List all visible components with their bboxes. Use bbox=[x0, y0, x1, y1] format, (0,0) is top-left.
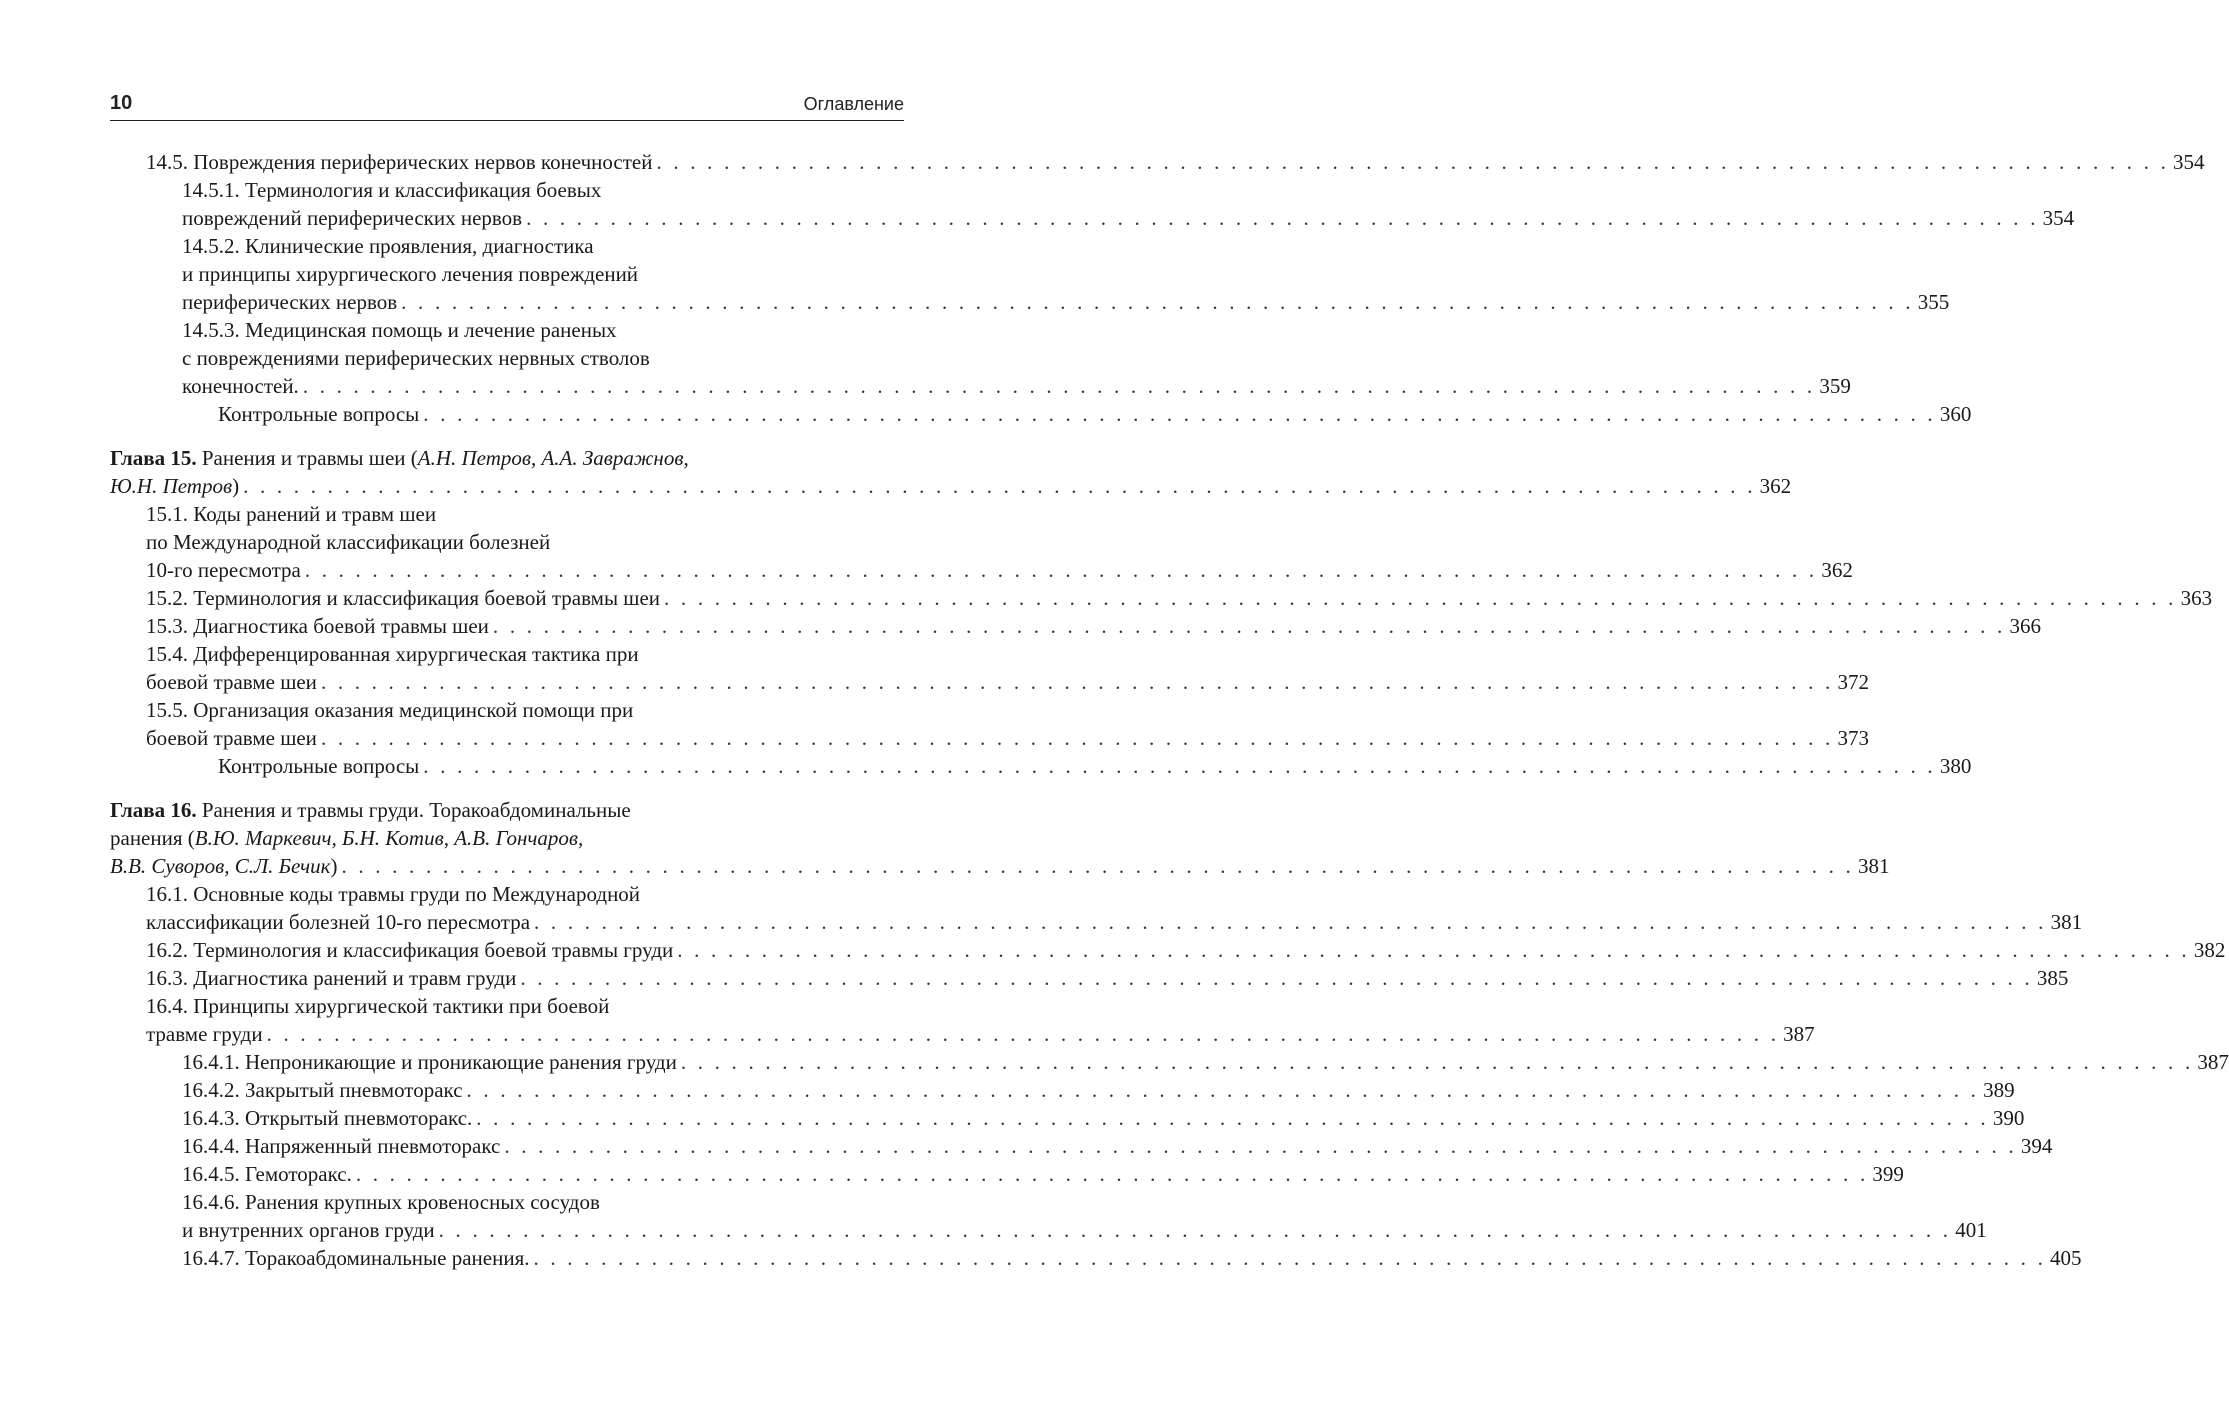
toc-entry-title: 16.4.7. Торакоабдоминальные ранения. bbox=[182, 1246, 530, 1270]
toc-page-number: 372 bbox=[1837, 670, 1869, 694]
leader-dots: . . . . . . . . . . . . . . . . . . . . . . . . . . . . . . . . . . . . . . . . . . . . . . . . . . . . . . . . . . . . . . . . . . . . . . . . . . . . . . . . . . . . . . . . . . bbox=[423, 402, 1936, 426]
leader-dots: . . . . . . . . . . . . . . . . . . . . . . . . . . . . . . . . . . . . . . . . . . . . . . . . . . . . . . . . . . . . . . . . . . . . . . . . . . . . . . . . . . . . . . . . . . bbox=[302, 374, 1816, 398]
toc-entry-title: ранения ( bbox=[110, 826, 195, 850]
toc-entry-title: по Международной классификации болезней bbox=[146, 530, 551, 554]
toc-page-number: 387 bbox=[1783, 1022, 1815, 1046]
chapter-authors: В.В. Суворов, С.Л. Бечик bbox=[110, 854, 331, 878]
leader-dots: . . . . . . . . . . . . . . . . . . . . . . . . . . . . . . . . . . . . . . . . . . . . . . . . . . . . . . . . . . . . . . . . . . . . . . . . . . . . . . . . . . . . . . . . . . bbox=[520, 966, 2033, 990]
leader-dots: . . . . . . . . . . . . . . . . . . . . . . . . . . . . . . . . . . . . . . . . . . . . . . . . . . . . . . . . . . . . . . . . . . . . . . . . . . . . . . . . . . . . . . . . . . bbox=[677, 938, 2190, 962]
toc-entry[interactable] bbox=[110, 696, 1869, 752]
toc-entry[interactable] bbox=[110, 992, 1815, 1048]
toc-page-number: 381 bbox=[1858, 854, 1890, 878]
leader-dots: . . . . . . . . . . . . . . . . . . . . . . . . . . . . . . . . . . . . . . . . . . . . . . . . . . . . . . . . . . . . . . . . . . . . . . . . . . . . . . . . . . . . . . . . . . bbox=[266, 1022, 1780, 1046]
leader-dots: . . . . . . . . . . . . . . . . . . . . . . . . . . . . . . . . . . . . . . . . . . . . . . . . . . . . . . . . . . . . . . . . . . . . . . . . . . . . . . . . . . . . . . . . . . bbox=[355, 1162, 1869, 1186]
toc-entry[interactable] bbox=[110, 752, 1972, 780]
toc-page-number: 401 bbox=[1955, 1218, 1987, 1242]
running-header bbox=[110, 92, 904, 121]
toc-entry[interactable] bbox=[110, 148, 2205, 176]
toc-entry-title: 16.4.6. Ранения крупных кровеносных сосудов bbox=[182, 1190, 600, 1214]
toc-entry-title: Контрольные вопросы bbox=[218, 402, 420, 426]
toc-entry-title: 16.4.2. Закрытый пневмоторакс bbox=[182, 1078, 463, 1102]
leader-dots: . . . . . . . . . . . . . . . . . . . . . . . . . . . . . . . . . . . . . . . . . . . . . . . . . . . . . . . . . . . . . . . . . . . . . . . . . . . . . . . . . . . . . . . . . . bbox=[534, 910, 2047, 934]
toc-entry-title: 14.5. Повреждения периферических нервов конечностей bbox=[146, 150, 653, 174]
toc-entry-title: 16.4.4. Напряженный пневмоторакс bbox=[182, 1134, 501, 1158]
chapter-authors: В.Ю. Маркевич, Б.Н. Котив, А.В. Гончаров, bbox=[194, 826, 584, 850]
toc-entry-title: 14.5.2. Клинические проявления, диагностика bbox=[182, 234, 594, 258]
leader-dots: . . . . . . . . . . . . . . . . . . . . . . . . . . . . . . . . . . . . . . . . . . . . . . . . . . . . . . . . . . . . . . . . . . . . . . . . . . . . . . . . . . . . . . . . . . bbox=[466, 1078, 1980, 1102]
toc-entry-title: Контрольные вопросы bbox=[218, 754, 420, 778]
leader-dots: . . . . . . . . . . . . . . . . . . . . . . . . . . . . . . . . . . . . . . . . . . . . . . . . . . . . . . . . . . . . . . . . . . . . . . . . . . . . . . . . . . . . . . . . . . bbox=[504, 1134, 2017, 1158]
toc-entry[interactable] bbox=[110, 880, 2083, 936]
toc-entry-title: 15.4. Дифференцированная хирургическая тактика при bbox=[146, 642, 639, 666]
chapter-label: Глава 16. bbox=[110, 798, 197, 822]
toc-entry-title: 16.4. Принципы хирургической тактики при боевой bbox=[146, 994, 610, 1018]
toc-entry-title: конечностей. bbox=[182, 374, 299, 398]
toc-entry-title: и принципы хирургического лечения повреждений bbox=[182, 262, 639, 286]
toc-page-number: 359 bbox=[1819, 374, 1851, 398]
toc-entry-title: боевой травме шеи bbox=[146, 726, 317, 750]
section-title: Оглавление bbox=[803, 94, 904, 114]
toc-page-number: 390 bbox=[1992, 1106, 2025, 1130]
toc-entry-title: боевой травме шеи bbox=[146, 670, 317, 694]
toc-entry-title: Ранения и травмы груди. Торакоабдоминальные bbox=[196, 798, 631, 822]
toc-entry-title: 15.5. Организация оказания медицинской помощи при bbox=[146, 698, 634, 722]
toc-page-number: 362 bbox=[1821, 558, 1853, 582]
toc-page-number: 385 bbox=[2036, 966, 2069, 990]
toc-entry-title: 15.1. Коды ранений и травм шеи bbox=[146, 502, 437, 526]
leader-dots: . . . . . . . . . . . . . . . . . . . . . . . . . . . . . . . . . . . . . . . . . . . . . . . . . . . . . . . . . . . . . . . . . . . . . . . . . . . . . . . . . . . . . . . . . . bbox=[401, 290, 1914, 314]
leader-dots: . . . . . . . . . . . . . . . . . . . . . . . . . . . . . . . . . . . . . . . . . . . . . . . . . . . . . . . . . . . . . . . . . . . . . . . . . . . . . . . . . . . . . . . . . . bbox=[341, 854, 1855, 878]
leader-dots: . . . . . . . . . . . . . . . . . . . . . . . . . . . . . . . . . . . . . . . . . . . . . . . . . . . . . . . . . . . . . . . . . . . . . . . . . . . . . . . . . . . . . . . . . . bbox=[320, 670, 1834, 694]
toc-page-number: 389 bbox=[1983, 1078, 2015, 1102]
leader-dots: . . . . . . . . . . . . . . . . . . . . . . . . . . . . . . . . . . . . . . . . . . . . . . . . . . . . . . . . . . . . . . . . . . . . . . . . . . . . . . . . . . . . . . . . . . bbox=[533, 1246, 2047, 1270]
page-number: 10 bbox=[110, 92, 133, 114]
toc-page-number: 354 bbox=[2173, 150, 2205, 174]
toc-entry-title: 16.3. Диагностика ранений и травм груди bbox=[146, 966, 517, 990]
toc-entry-title: 15.2. Терминология и классификация боевой травмы шеи bbox=[146, 586, 661, 610]
toc-entry[interactable] bbox=[110, 1188, 1987, 1244]
toc-entry[interactable] bbox=[110, 1048, 2229, 1076]
toc-entry[interactable] bbox=[110, 176, 2075, 232]
toc-page-number: 355 bbox=[1917, 290, 1950, 314]
toc-page-number: 381 bbox=[2050, 910, 2083, 934]
chapter-authors: Ю.Н. Петров bbox=[110, 474, 233, 498]
toc-chapter-entry[interactable]: Глава 16. Ранения и травмы груди. Торакоабдоминальные ранения (В.Ю. Маркевич, Б.Н. Котив, А.В. Гончаров, В.В. Суворов, С.Л. Бечик) . . . . . . . . . . . . . . . . . . . . . . . . . . . . . . . . . . . . . . . . . . . . . . . . . . . . . . . . . . . . . . . . . . . . . . . . . . . . . . . . . . . . . . . . . . 381 bbox=[110, 798, 1890, 878]
toc-page-number: 373 bbox=[1837, 726, 1869, 750]
leader-dots: . . . . . . . . . . . . . . . . . . . . . . . . . . . . . . . . . . . . . . . . . . . . . . . . . . . . . . . . . . . . . . . . . . . . . . . . . . . . . . . . . . . . . . . . . . bbox=[526, 206, 2039, 230]
toc-page-number: 382 bbox=[2193, 938, 2226, 962]
toc-entry-title: повреждений периферических нервов bbox=[182, 206, 523, 230]
toc-page-number: 362 bbox=[1759, 474, 1792, 498]
leader-dots: . . . . . . . . . . . . . . . . . . . . . . . . . . . . . . . . . . . . . . . . . . . . . . . . . . . . . . . . . . . . . . . . . . . . . . . . . . . . . . . . . . . . . . . . . . bbox=[656, 150, 2170, 174]
toc-entry-title: 16.2. Терминология и классификация боевой травмы груди bbox=[146, 938, 674, 962]
toc-page-number: 363 bbox=[2180, 586, 2213, 610]
leader-dots: . . . . . . . . . . . . . . . . . . . . . . . . . . . . . . . . . . . . . . . . . . . . . . . . . . . . . . . . . . . . . . . . . . . . . . . . . . . . . . . . . . . . . . . . . . bbox=[664, 586, 2177, 610]
toc-entry-title: классификации болезней 10-го пересмотра bbox=[146, 910, 531, 934]
toc-entry-title: 14.5.1. Терминология и классификация боевых bbox=[182, 178, 602, 202]
toc-entry-title: 10-го пересмотра bbox=[146, 558, 301, 582]
toc-entry[interactable] bbox=[110, 1076, 2015, 1104]
toc-chapter-entry[interactable]: Глава 15. Ранения и травмы шеи (А.Н. Петров, А.А. Завражнов, Ю.Н. Петров) . . . . . . . . . . . . . . . . . . . . . . . . . . . . . . . . . . . . . . . . . . . . . . . . . . . . . . . . . . . . . . . . . . . . . . . . . . . . . . . . . . . . . . . . . . 362 bbox=[110, 446, 1792, 498]
toc-entry[interactable] bbox=[110, 1160, 1904, 1188]
leader-dots: . . . . . . . . . . . . . . . . . . . . . . . . . . . . . . . . . . . . . . . . . . . . . . . . . . . . . . . . . . . . . . . . . . . . . . . . . . . . . . . . . . . . . . . . . . bbox=[438, 1218, 1952, 1242]
chapter-label: Глава 15. bbox=[110, 446, 197, 470]
toc-entry[interactable] bbox=[110, 584, 2213, 612]
chapter-spacer bbox=[110, 780, 904, 796]
leader-dots: . . . . . . . . . . . . . . . . . . . . . . . . . . . . . . . . . . . . . . . . . . . . . . . . . . . . . . . . . . . . . . . . . . . . . . . . . . . . . . . . . . . . . . . . . . bbox=[476, 1106, 1989, 1130]
toc-entry-title: травме груди bbox=[146, 1022, 263, 1046]
leader-dots: . . . . . . . . . . . . . . . . . . . . . . . . . . . . . . . . . . . . . . . . . . . . . . . . . . . . . . . . . . . . . . . . . . . . . . . . . . . . . . . . . . . . . . . . . . bbox=[243, 474, 1756, 498]
toc-entry[interactable] bbox=[110, 640, 1869, 696]
toc-entry[interactable] bbox=[110, 1244, 2082, 1272]
chapter-spacer bbox=[110, 428, 904, 444]
toc-entry-title: Ранения и травмы шеи ( bbox=[196, 446, 418, 470]
toc-page-number: 387 bbox=[2197, 1050, 2229, 1074]
toc-entry[interactable] bbox=[110, 232, 1950, 316]
toc-entry-title: 15.3. Диагностика боевой травмы шеи bbox=[146, 614, 489, 638]
toc-page-number: 399 bbox=[1872, 1162, 1904, 1186]
leader-dots: . . . . . . . . . . . . . . . . . . . . . . . . . . . . . . . . . . . . . . . . . . . . . . . . . . . . . . . . . . . . . . . . . . . . . . . . . . . . . . . . . . . . . . . . . . bbox=[304, 558, 1818, 582]
toc-entry[interactable] bbox=[110, 936, 2226, 964]
chapter-authors: А.Н. Петров, А.А. Завражнов, bbox=[417, 446, 689, 470]
toc-entry[interactable] bbox=[110, 964, 2069, 992]
toc-page-number: 394 bbox=[2020, 1134, 2053, 1158]
toc-entry-title: и внутренних органов груди bbox=[182, 1218, 435, 1242]
leader-dots: . . . . . . . . . . . . . . . . . . . . . . . . . . . . . . . . . . . . . . . . . . . . . . . . . . . . . . . . . . . . . . . . . . . . . . . . . . . . . . . . . . . . . . . . . . bbox=[680, 1050, 2194, 1074]
toc-entry[interactable] bbox=[110, 1104, 2025, 1132]
toc-page-number: 380 bbox=[1939, 754, 1972, 778]
toc-entry-title: 16.4.5. Гемоторакс. bbox=[182, 1162, 352, 1186]
toc-entry[interactable] bbox=[110, 1132, 2053, 1160]
toc-entry-title: 16.4.3. Открытый пневмоторакс. bbox=[182, 1106, 473, 1130]
toc-entry-title: 16.1. Основные коды травмы груди по Международной bbox=[146, 882, 641, 906]
toc-page-number: 366 bbox=[2009, 614, 2041, 638]
leader-dots: . . . . . . . . . . . . . . . . . . . . . . . . . . . . . . . . . . . . . . . . . . . . . . . . . . . . . . . . . . . . . . . . . . . . . . . . . . . . . . . . . . . . . . . . . . bbox=[423, 754, 1936, 778]
toc-entry[interactable] bbox=[110, 400, 1972, 428]
toc-page-number: 405 bbox=[2050, 1246, 2082, 1270]
toc-entry[interactable] bbox=[110, 316, 1851, 400]
toc-entry-title: 16.4.1. Непроникающие и проникающие ранения груди bbox=[182, 1050, 677, 1074]
leader-dots: . . . . . . . . . . . . . . . . . . . . . . . . . . . . . . . . . . . . . . . . . . . . . . . . . . . . . . . . . . . . . . . . . . . . . . . . . . . . . . . . . . . . . . . . . . bbox=[492, 614, 2006, 638]
leader-dots: . . . . . . . . . . . . . . . . . . . . . . . . . . . . . . . . . . . . . . . . . . . . . . . . . . . . . . . . . . . . . . . . . . . . . . . . . . . . . . . . . . . . . . . . . . bbox=[320, 726, 1834, 750]
toc-entry[interactable] bbox=[110, 612, 2041, 640]
toc-page-number: 354 bbox=[2042, 206, 2075, 230]
table-of-contents bbox=[110, 148, 2229, 1272]
toc-entry[interactable] bbox=[110, 500, 1853, 584]
toc-entry-title: 14.5.3. Медицинская помощь и лечение раненых bbox=[182, 318, 617, 342]
toc-entry-title: с повреждениями периферических нервных стволов bbox=[182, 346, 650, 370]
toc-entry-title: периферических нервов bbox=[182, 290, 398, 314]
toc-page-number: 360 bbox=[1939, 402, 1972, 426]
